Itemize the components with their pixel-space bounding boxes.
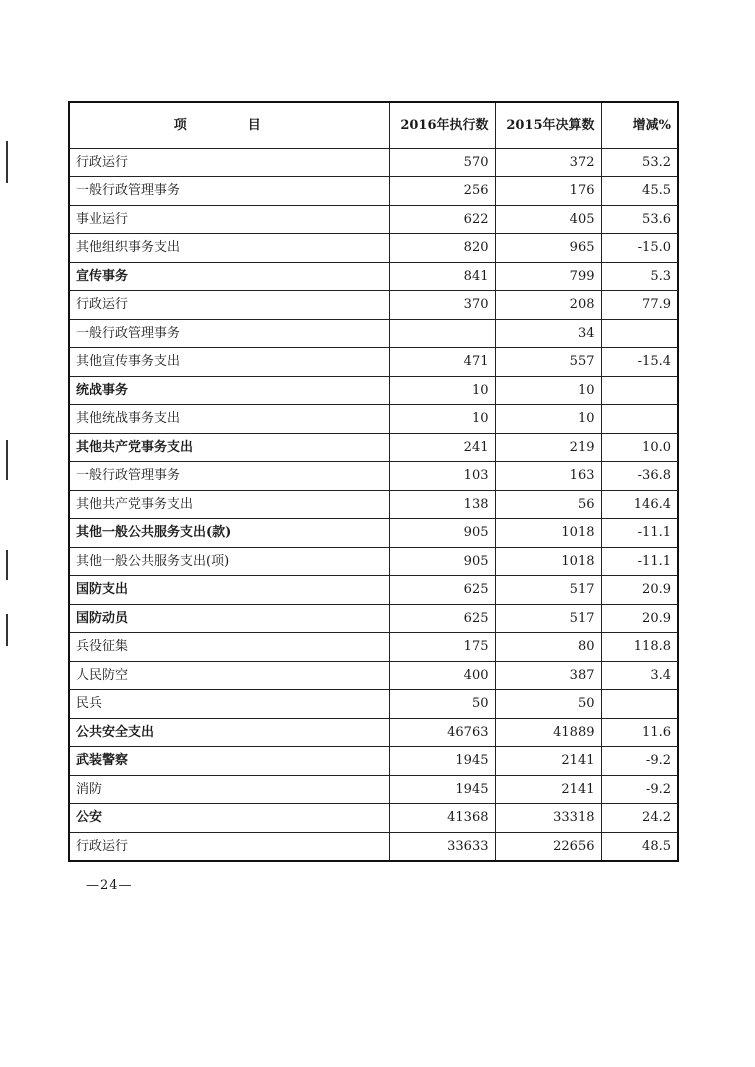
row-item-name: 民兵	[69, 690, 389, 719]
header-2015-final: 2015年决算数	[495, 102, 601, 148]
row-change-value: 5.3	[601, 262, 678, 291]
table-row	[69, 690, 678, 719]
row-item-name: 其他组织事务支出	[69, 234, 389, 263]
row-item-name: 统战事务	[69, 376, 389, 405]
row-2016-value: 471	[389, 348, 495, 377]
row-change-value: 10.0	[601, 433, 678, 462]
row-change-value: 77.9	[601, 291, 678, 320]
row-2015-value: 799	[495, 262, 601, 291]
row-2016-value: 1945	[389, 747, 495, 776]
row-2015-value: 517	[495, 576, 601, 605]
table-header-row	[69, 102, 678, 148]
row-2015-value: 56	[495, 490, 601, 519]
table-row	[69, 747, 678, 776]
row-item-name: 其他统战事务支出	[69, 405, 389, 434]
row-item-name: 其他共产党事务支出	[69, 490, 389, 519]
table-row	[69, 604, 678, 633]
row-2015-value: 41889	[495, 718, 601, 747]
row-item-name: 其他一般公共服务支出(项)	[69, 547, 389, 576]
row-2016-value: 138	[389, 490, 495, 519]
row-change-value	[601, 376, 678, 405]
table-row	[69, 177, 678, 206]
row-change-value: 11.6	[601, 718, 678, 747]
budget-table	[68, 101, 679, 862]
row-2016-value: 10	[389, 405, 495, 434]
binding-mark	[6, 440, 8, 480]
table-row	[69, 718, 678, 747]
row-item-name: 行政运行	[69, 291, 389, 320]
row-change-value: 20.9	[601, 604, 678, 633]
row-item-name: 公安	[69, 804, 389, 833]
row-2015-value: 387	[495, 661, 601, 690]
row-change-value: 53.6	[601, 205, 678, 234]
row-2015-value: 208	[495, 291, 601, 320]
row-change-value: -15.0	[601, 234, 678, 263]
row-2015-value: 34	[495, 319, 601, 348]
row-item-name: 人民防空	[69, 661, 389, 690]
row-item-name: 一般行政管理事务	[69, 177, 389, 206]
row-change-value: 118.8	[601, 633, 678, 662]
table-body	[69, 148, 678, 861]
table-row	[69, 661, 678, 690]
table-row	[69, 348, 678, 377]
row-2016-value: 10	[389, 376, 495, 405]
row-2016-value: 625	[389, 604, 495, 633]
header-item: 项 目	[69, 102, 389, 148]
table-row	[69, 633, 678, 662]
table-row	[69, 433, 678, 462]
row-2016-value: 103	[389, 462, 495, 491]
row-change-value: 146.4	[601, 490, 678, 519]
table-row	[69, 462, 678, 491]
binding-mark	[6, 550, 8, 580]
row-2016-value: 625	[389, 576, 495, 605]
row-2015-value: 2141	[495, 747, 601, 776]
row-change-value	[601, 405, 678, 434]
table-row	[69, 405, 678, 434]
row-2015-value: 2141	[495, 775, 601, 804]
row-item-name: 其他宣传事务支出	[69, 348, 389, 377]
header-change-percent: 增减%	[601, 102, 678, 148]
row-2016-value	[389, 319, 495, 348]
row-2016-value: 41368	[389, 804, 495, 833]
row-change-value: -11.1	[601, 519, 678, 548]
table-row	[69, 547, 678, 576]
table-row	[69, 234, 678, 263]
row-change-value: 53.2	[601, 148, 678, 177]
row-2016-value: 400	[389, 661, 495, 690]
header-2016-actual: 2016年执行数	[389, 102, 495, 148]
table-row	[69, 775, 678, 804]
row-2016-value: 905	[389, 547, 495, 576]
row-2015-value: 33318	[495, 804, 601, 833]
row-2015-value: 517	[495, 604, 601, 633]
row-change-value: -9.2	[601, 775, 678, 804]
row-item-name: 其他一般公共服务支出(款)	[69, 519, 389, 548]
row-2016-value: 841	[389, 262, 495, 291]
row-change-value: -36.8	[601, 462, 678, 491]
row-2016-value: 1945	[389, 775, 495, 804]
row-2016-value: 570	[389, 148, 495, 177]
row-item-name: 兵役征集	[69, 633, 389, 662]
row-2015-value: 557	[495, 348, 601, 377]
row-item-name: 其他共产党事务支出	[69, 433, 389, 462]
row-change-value: -9.2	[601, 747, 678, 776]
row-item-name: 消防	[69, 775, 389, 804]
row-item-name: 武装警察	[69, 747, 389, 776]
binding-mark	[6, 141, 8, 183]
row-change-value: 48.5	[601, 832, 678, 861]
table-row	[69, 576, 678, 605]
row-2016-value: 622	[389, 205, 495, 234]
row-2015-value: 10	[495, 376, 601, 405]
row-2016-value: 256	[389, 177, 495, 206]
row-2016-value: 241	[389, 433, 495, 462]
binding-mark	[6, 614, 8, 646]
row-item-name: 事业运行	[69, 205, 389, 234]
row-2016-value: 46763	[389, 718, 495, 747]
row-2016-value: 175	[389, 633, 495, 662]
row-2016-value: 820	[389, 234, 495, 263]
table-row	[69, 319, 678, 348]
row-2016-value: 905	[389, 519, 495, 548]
row-item-name: 公共安全支出	[69, 718, 389, 747]
row-2016-value: 370	[389, 291, 495, 320]
table-row	[69, 148, 678, 177]
row-change-value: 45.5	[601, 177, 678, 206]
row-change-value	[601, 690, 678, 719]
table-row	[69, 262, 678, 291]
row-change-value: -15.4	[601, 348, 678, 377]
row-2015-value: 372	[495, 148, 601, 177]
table-row	[69, 519, 678, 548]
row-2015-value: 1018	[495, 547, 601, 576]
row-2015-value: 10	[495, 405, 601, 434]
row-change-value: 3.4	[601, 661, 678, 690]
row-2015-value: 50	[495, 690, 601, 719]
row-2015-value: 405	[495, 205, 601, 234]
row-2016-value: 50	[389, 690, 495, 719]
row-2015-value: 22656	[495, 832, 601, 861]
row-2015-value: 219	[495, 433, 601, 462]
row-item-name: 一般行政管理事务	[69, 462, 389, 491]
table-row	[69, 490, 678, 519]
row-change-value: 24.2	[601, 804, 678, 833]
row-item-name: 宣传事务	[69, 262, 389, 291]
row-item-name: 国防动员	[69, 604, 389, 633]
table-row	[69, 205, 678, 234]
row-change-value	[601, 319, 678, 348]
row-2015-value: 80	[495, 633, 601, 662]
row-2015-value: 1018	[495, 519, 601, 548]
row-change-value: -11.1	[601, 547, 678, 576]
row-change-value: 20.9	[601, 576, 678, 605]
table-row	[69, 804, 678, 833]
row-2016-value: 33633	[389, 832, 495, 861]
row-2015-value: 163	[495, 462, 601, 491]
page-number: —24—	[86, 878, 133, 893]
row-item-name: 国防支出	[69, 576, 389, 605]
row-item-name: 一般行政管理事务	[69, 319, 389, 348]
row-item-name: 行政运行	[69, 148, 389, 177]
table-row	[69, 291, 678, 320]
table-row	[69, 832, 678, 861]
row-item-name: 行政运行	[69, 832, 389, 861]
table-row	[69, 376, 678, 405]
row-2015-value: 176	[495, 177, 601, 206]
row-2015-value: 965	[495, 234, 601, 263]
